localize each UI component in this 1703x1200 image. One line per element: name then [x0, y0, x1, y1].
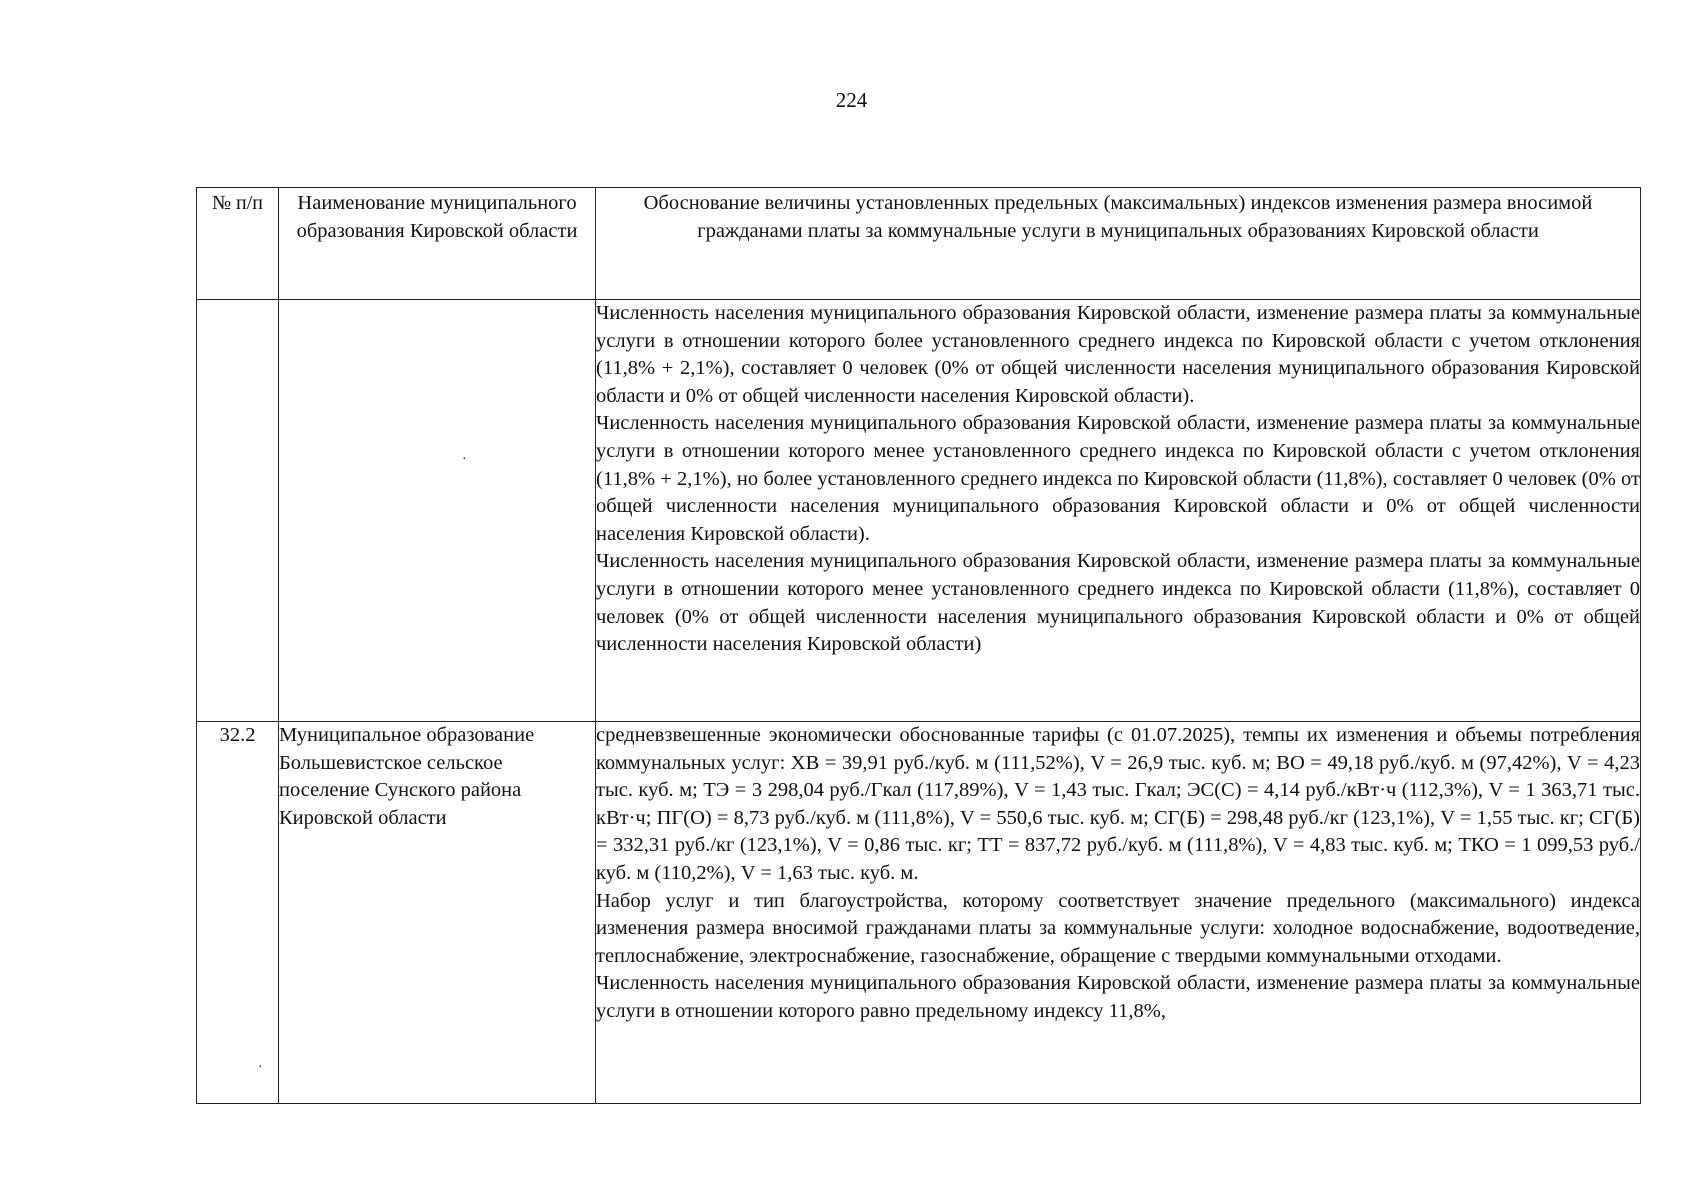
- table-header-row: [197, 188, 1641, 300]
- municipality-name: [279, 300, 596, 722]
- table-row: [197, 722, 1641, 1104]
- justification-table: [196, 187, 1641, 1104]
- header-number: № п/п: [197, 188, 279, 300]
- justification-paragraph: Численность населения муниципального образования Кировской области, изменение размера платы за коммунальные услуги в отношении которого равно предельному индексу 11,8%,: [596, 972, 1640, 1022]
- justification-cell: [596, 722, 1641, 1104]
- header-justification: Обоснование величины установленных предельных (максимальных) индексов изменения размера вносимой гражданами платы за коммунальные услуги в муниципальных образованиях Кировской области: [596, 188, 1641, 300]
- municipality-name: Муниципальное образование Большевистское сельское поселение Сунского района Кировской области: [279, 722, 596, 1104]
- justification-cell: [596, 300, 1641, 722]
- page-number: 224: [835, 88, 868, 112]
- scan-speck: ·: [462, 452, 467, 467]
- row-number: [197, 300, 279, 722]
- scan-speck: ·: [258, 1060, 263, 1075]
- row-number: 32.2: [197, 722, 279, 1104]
- justification-paragraph: Численность населения муниципального образования Кировской области, изменение размера платы за коммунальные услуги в отношении которого более установленного среднего индекса по Кировской области с учетом отклонения (11,8% + 2,1%), составляет 0 человек (0% от общей численности населения муниципального образования Кировской области и 0% от общей численности населения Кировской области).: [596, 302, 1640, 407]
- justification-paragraph: Численность населения муниципального образования Кировской области, изменение размера платы за коммунальные услуги в отношении которого менее установленного среднего индекса по Кировской области с учетом отклонения (11,8% + 2,1%), но более установленного среднего индекса по Кировской области (11,8%), составляет 0 человек (0% от общей численности населения муниципального образования Кировской области и 0% от общей численности населения Кировской области).: [596, 412, 1640, 545]
- table-row: [197, 300, 1641, 722]
- header-municipality-name: Наименование муниципального образования Кировской области: [279, 188, 596, 300]
- justification-paragraph: Набор услуг и тип благоустройства, которому соответствует значение предельного (максимального) индекса изменения размера вносимой гражданами платы за коммунальные услуги: холодное водоснабжение, водоотведение, теплоснабжение, электроснабжение, газоснабжение, обращение с твердыми коммунальными отходами.: [596, 889, 1640, 967]
- justification-paragraph: Численность населения муниципального образования Кировской области, изменение размера платы за коммунальные услуги в отношении которого менее установленного среднего индекса по Кировской области (11,8%), составляет 0 человек (0% от общей численности населения муниципального образования Кировской области и 0% от общей численности населения Кировской области): [596, 550, 1640, 656]
- justification-paragraph: средневзвешенные экономически обоснованные тарифы (с 01.07.2025), темпы их изменения и объемы потребления коммунальных услуг: ХВ = 39,91 руб./куб. м (111,52%), V = 26,9 тыс. куб. м; ВО = 49,18 руб./куб. м (97,42%), V = 4,23 тыс. куб. м; ТЭ = 3 298,04 руб./Гкал (117,89%), V = 1,43 тыс. Гкал; ЭС(С) = 4,14 руб./кВт·ч (112,3%), V = 1 363,71 тыс. кВт·ч; ПГ(О) = 8,73 руб./куб. м (111,8%), V = 550,6 тыс. куб. м; СГ(Б) = 298,48 руб./кг (123,1%), V = 1,55 тыс. кг; СГ(Б) = 332,31 руб./кг (123,1%), V = 0,86 тыс. кг; ТТ = 837,72 руб./куб. м (111,8%), V = 4,83 тыс. куб. м; ТКО = 1 099,53 руб./куб. м (110,2%), V = 1,63 тыс. куб. м.: [596, 724, 1640, 884]
